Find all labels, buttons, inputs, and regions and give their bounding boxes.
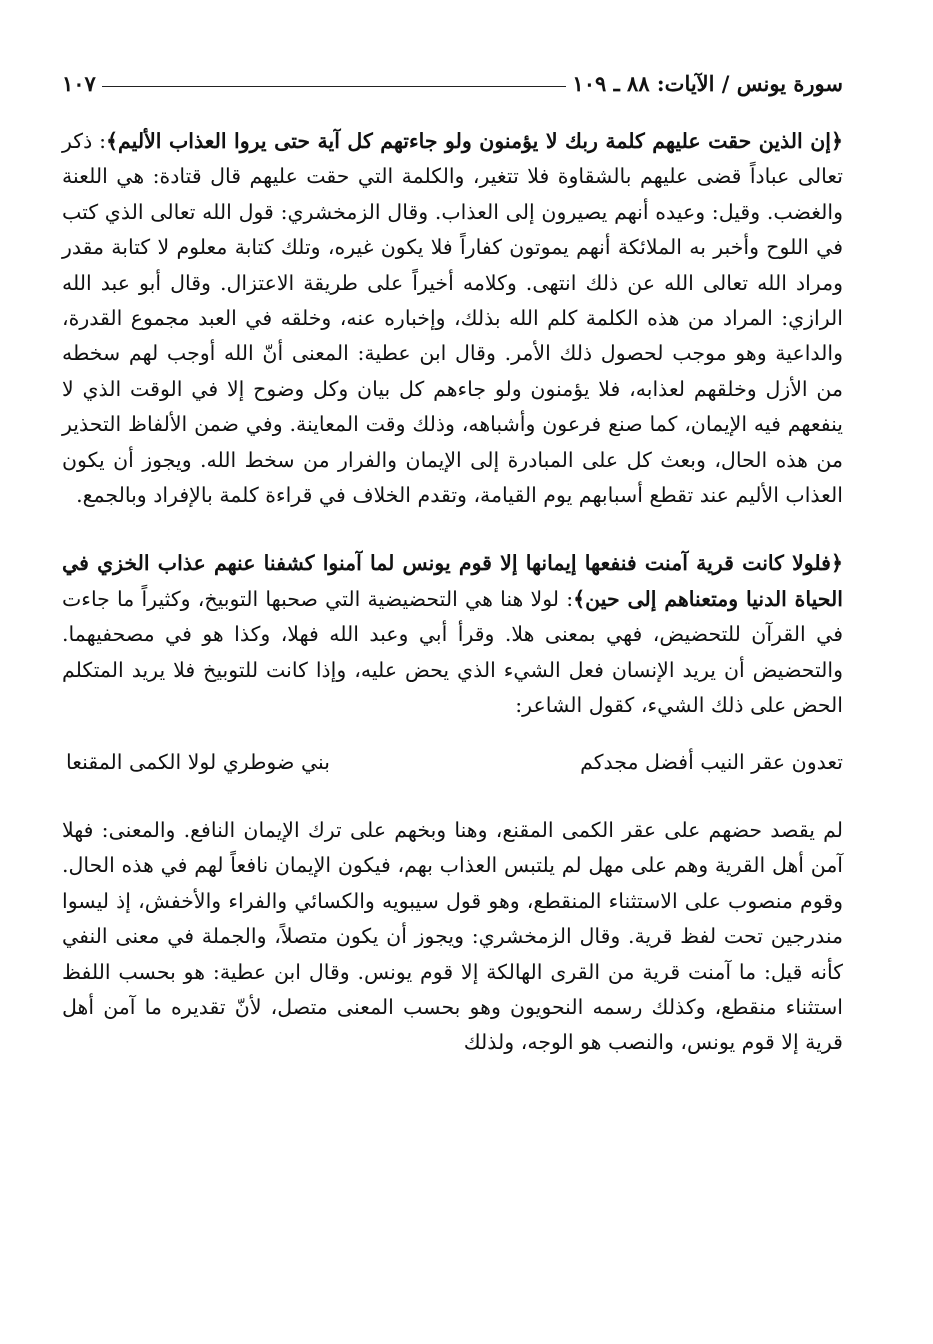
book-page	[62, 64, 843, 1304]
commentary-paragraph	[62, 546, 843, 723]
first-hemistich: تعدون عقر النيب أفضل مجدكم	[580, 749, 843, 774]
running-header	[62, 64, 843, 104]
poetry-verse	[62, 745, 843, 780]
surah-title: سورة يونس / الآيات: ٨٨ ـ ١٠٩	[572, 71, 843, 96]
page-number: ١٠٧	[62, 71, 96, 96]
commentary-text: : ذكر تعالى عباداً قضى عليهم بالشقاوة فلا تتغير، والكلمة التي حقت عليهم قال قتادة: هي اللعنة والغضب. وقيل: وعيده أنهم يصيرون إلى العذاب. وقال الزمخشري: قول الله تعالى الذي كتب في اللوح وأخبر به الملائكة أنهم يموتون كفاراً فلا يكون غيره، وتلك كتابة معلوم لا كتابة مقدر ومراد الله تعالى الله عن ذلك انتهى. وكلامه أخيراً على طريقة الاعتزال. وقال أبو عبد الله الرازي: المراد من هذه الكلمة كلم الله بذلك، وإخباره عنه، وخلقه في العبد مجموع القدرة، والداعية وهو موجب لحصول ذلك الأمر. وقال ابن عطية: المعنى أنّ الله أوجب لهم سخطه من الأزل وخلقهم لعذابه، فلا يؤمنون ولو جاءهم كل بيان وكل وضوح إلا في الوقت الذي لا ينفعهم فيه الإيمان، كما صنع فرعون وأشباهه، وذلك وقت المعاينة. وفي ضمن الألفاظ التحذير من هذه الحال، وبعث كل على المبادرة إلى الإيمان والفرار من سخط الله. ويجوز أن يكون العذاب الأليم عند تقطع أسبابهم يوم القيامة، وتقدم الخلاف في قراءة كلمة بالإفراد وبالجمع.	[62, 129, 843, 508]
quran-verse: ﴿إن الذين حقت عليهم كلمة ربك لا يؤمنون ولو جاءتهم كل آية حتى يروا العذاب الأليم﴾	[105, 129, 843, 153]
quran-verse: ﴿فلولا كانت قرية آمنت فنفعها إيمانها إلا قوم يونس لما آمنوا كشفنا عنهم عذاب الخزي في الحياة الدنيا ومتعناهم إلى حين﴾	[62, 551, 843, 611]
commentary-paragraph	[62, 124, 843, 513]
header-rule	[102, 86, 567, 87]
closing-paragraph: لم يقصد حضهم على عقر الكمى المقنع، وهنا وبخهم على ترك الإيمان النافع. والمعنى: فهلا آمن أهل القرية وهم على مهل لم يلتبس العذاب بهم، فيكون الإيمان نافعاً لهم في هذه الحال. وقوم منصوب على الاستثناء المنقطع، وهو قول سيبويه والكسائي والفراء والأخفش، إذ ليسوا مندرجين تحت لفظ قرية. وقال الزمخشري: ويجوز أن يكون متصلاً، والجملة في معنى النفي كأنه قيل: ما آمنت قرية من القرى الهالكة إلا قوم يونس. وقال ابن عطية: هو بحسب اللفظ استثناء منقطع، وكذلك رسمه النحويون وهو بحسب المعنى متصل، لأنّ تقديره ما آمن أهل قرية إلا قوم يونس، والنصب هو الوجه، ولذلك	[62, 817, 843, 1055]
commentary-text: : لولا هنا هي التحضيضية التي صحبها التوبيخ، وكثيراً ما جاءت في القرآن للتحضيض، فهي بمعنى هلا. وقرأ أبي وعبد الله فهلا، وكذا هو في مصحفيهما. والتحضيض أن يريد الإنسان فعل الشيء الذي يحض عليه، وإذا كانت للتوبيخ فلا يريد المتكلم الحض على ذلك الشيء، كقول الشاعر:	[62, 586, 843, 718]
second-hemistich: بني ضوطري لولا الكمى المقنعا	[66, 749, 330, 774]
